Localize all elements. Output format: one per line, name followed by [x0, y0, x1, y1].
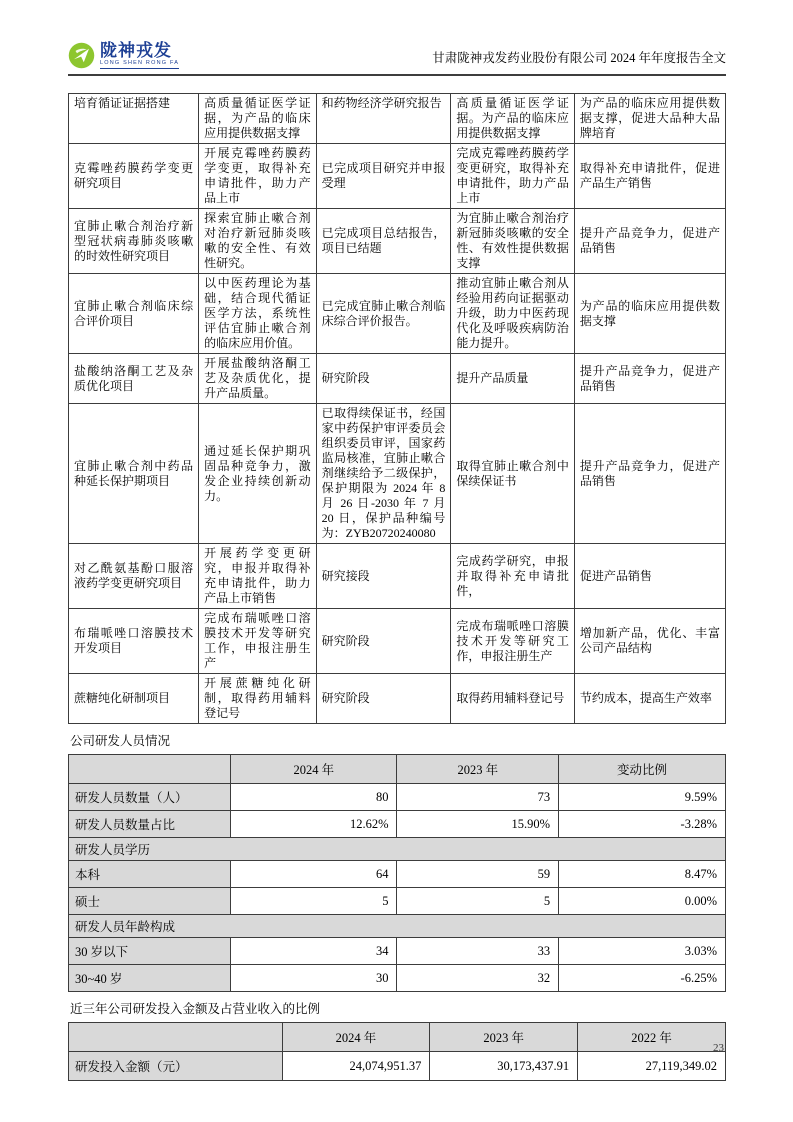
project-name-cell: 培育循证证据搭建: [69, 94, 199, 144]
table-header-row: [69, 755, 726, 784]
project-purpose-cell: 开展蔗糖纯化研制，取得药用辅料登记号: [199, 674, 317, 724]
value-cell: 3.03%: [559, 938, 726, 965]
value-cell: 59: [397, 861, 559, 888]
table-row: [69, 938, 726, 965]
row-label-cell: 30 岁以下: [69, 938, 231, 965]
report-title: 甘肃陇神戎发药业股份有限公司 2024 年年度报告全文: [432, 51, 726, 65]
year-header-cell: 2023 年: [430, 1023, 578, 1052]
project-name-cell: 宜肺止嗽合剂治疗新型冠状病毒肺炎咳嗽的时效性研究项目: [69, 209, 199, 274]
project-progress-cell: 研究阶段: [316, 609, 451, 674]
row-label-cell: 研发投入金额（元）: [69, 1052, 283, 1081]
section-header-cell: 研发人员学历: [69, 838, 726, 861]
table-row: [69, 144, 726, 209]
project-impact-cell: 为产品的临床应用提供数据支撑，促进大品种大品牌培育: [574, 94, 725, 144]
project-goal-cell: 完成药学研究，申报并取得补充申请批件，: [451, 544, 575, 609]
value-cell: 24,074,951.37: [282, 1052, 430, 1081]
project-impact-cell: 提升产品竞争力，促进产品销售: [574, 404, 725, 544]
company-logo: [68, 42, 179, 69]
value-cell: 32: [397, 965, 559, 992]
project-name-cell: 克霉唑药膜药学变更研究项目: [69, 144, 199, 209]
project-name-cell: 宜肺止嗽合剂中药品种延长保护期项目: [69, 404, 199, 544]
brand-block: [100, 42, 179, 69]
project-name-cell: 盐酸纳洛酮工艺及杂质优化项目: [69, 354, 199, 404]
project-goal-cell: 推动宜肺止嗽合剂从经验用药向证据驱动升级，助力中医药现代化及呼吸疾病防治能力提升。: [451, 274, 575, 354]
project-progress-cell: 已取得续保证书，经国家中药保护审评委员会组织委员审评，国家药监局核准，宜肺止嗽合剂继续给予二级保护，保护期限为 2024 年 8 月 26 日-2030 年 7 月 20 日，保护品种编号为：ZYB20720240080: [316, 404, 451, 544]
project-impact-cell: 取得补充申请批件，促进产品生产销售: [574, 144, 725, 209]
project-progress-cell: 研究接段: [316, 544, 451, 609]
project-goal-cell: 完成布瑞哌唑口溶膜技术开发等研究工作，申报注册生产: [451, 609, 575, 674]
personnel-table: [68, 754, 726, 992]
project-purpose-cell: 开展克霉唑药膜药学变更，取得补充申请批件，助力产品上市: [199, 144, 317, 209]
table-row: [69, 609, 726, 674]
project-goal-cell: 为宜肺止嗽合剂治疗新冠肺炎咳嗽的安全性、有效性提供数据支撑: [451, 209, 575, 274]
row-label-cell: 研发人员数量占比: [69, 811, 231, 838]
project-goal-cell: 完成克霉唑药膜药学变更研究，取得补充申请批件，助力产品上市: [451, 144, 575, 209]
logo-icon: [68, 42, 95, 69]
value-cell: 34: [231, 938, 397, 965]
table-row: [69, 965, 726, 992]
page-content: [68, 0, 726, 1081]
table-row: [69, 861, 726, 888]
project-name-cell: 布瑞哌唑口溶膜技术开发项目: [69, 609, 199, 674]
table-row: [69, 404, 726, 544]
project-purpose-cell: 探索宜肺止嗽合剂对治疗新冠肺炎咳嗽的安全性、有效性研究。: [199, 209, 317, 274]
year-header-cell: 2024 年: [231, 755, 397, 784]
project-impact-cell: 提升产品竞争力，促进产品销售: [574, 354, 725, 404]
value-cell: 33: [397, 938, 559, 965]
project-impact-cell: 增加新产品，优化、丰富公司产品结构: [574, 609, 725, 674]
table-section-row: [69, 915, 726, 938]
project-progress-cell: 已完成项目总结报告，项目已结题: [316, 209, 451, 274]
value-cell: 73: [397, 784, 559, 811]
rnd-projects-table: [68, 93, 726, 724]
project-purpose-cell: 开展盐酸纳洛酮工艺及杂质优化，提升产品质量。: [199, 354, 317, 404]
project-progress-cell: 已完成项目研究并申报受理: [316, 144, 451, 209]
table-row: [69, 674, 726, 724]
row-label-cell: 研发人员数量（人）: [69, 784, 231, 811]
project-name-cell: 对乙酰氨基酚口服溶液药学变更研究项目: [69, 544, 199, 609]
investment-section-heading: 近三年公司研发投入金额及占营业收入的比例: [70, 1002, 321, 1016]
year-header-cell: 2023 年: [397, 755, 559, 784]
project-purpose-cell: 高质量循证医学证据，为产品的临床应用提供数据支撑: [199, 94, 317, 144]
section-header-cell: 研发人员年龄构成: [69, 915, 726, 938]
table-row: [69, 1052, 726, 1081]
page-number: 23: [713, 1042, 724, 1054]
value-cell: 5: [397, 888, 559, 915]
project-progress-cell: 研究阶段: [316, 674, 451, 724]
empty-header-cell: [69, 755, 231, 784]
project-progress-cell: 和药物经济学研究报告: [316, 94, 451, 144]
value-cell: 9.59%: [559, 784, 726, 811]
header-rule: [68, 74, 726, 76]
value-cell: -6.25%: [559, 965, 726, 992]
table-row: [69, 274, 726, 354]
project-progress-cell: 研究阶段: [316, 354, 451, 404]
value-cell: 12.62%: [231, 811, 397, 838]
project-purpose-cell: 开展药学变更研究，申报并取得补充申请批件，助力产品上市销售: [199, 544, 317, 609]
value-cell: 30,173,437.91: [430, 1052, 578, 1081]
year-header-cell: 2022 年: [578, 1023, 726, 1052]
table-row: [69, 94, 726, 144]
table-row: [69, 354, 726, 404]
investment-table: [68, 1022, 726, 1081]
table-row: [69, 209, 726, 274]
project-purpose-cell: 以中医药理论为基础，结合现代循证医学方法，系统性评估宜肺止嗽合剂的临床应用价值。: [199, 274, 317, 354]
value-cell: 27,119,349.02: [578, 1052, 726, 1081]
project-goal-cell: 取得宜肺止嗽合剂中保续保证书: [451, 404, 575, 544]
project-impact-cell: 为产品的临床应用提供数据支撑: [574, 274, 725, 354]
project-goal-cell: 高质量循证医学证据。为产品的临床应用提供数据支撑: [451, 94, 575, 144]
row-label-cell: 硕士: [69, 888, 231, 915]
project-impact-cell: 节约成本，提高生产效率: [574, 674, 725, 724]
value-cell: 8.47%: [559, 861, 726, 888]
personnel-section-heading: 公司研发人员情况: [70, 734, 171, 748]
row-label-cell: 本科: [69, 861, 231, 888]
project-impact-cell: 促进产品销售: [574, 544, 725, 609]
value-cell: 30: [231, 965, 397, 992]
value-cell: 64: [231, 861, 397, 888]
change-header-cell: 变动比例: [559, 755, 726, 784]
table-section-row: [69, 838, 726, 861]
table-row: [69, 811, 726, 838]
project-goal-cell: 取得药用辅料登记号: [451, 674, 575, 724]
project-goal-cell: 提升产品质量: [451, 354, 575, 404]
value-cell: 5: [231, 888, 397, 915]
year-header-cell: 2024 年: [282, 1023, 430, 1052]
brand-name: 陇神戎发: [100, 41, 172, 61]
project-name-cell: 宜肺止嗽合剂临床综合评价项目: [69, 274, 199, 354]
project-impact-cell: 提升产品竞争力，促进产品销售: [574, 209, 725, 274]
value-cell: -3.28%: [559, 811, 726, 838]
table-row: [69, 888, 726, 915]
value-cell: 15.90%: [397, 811, 559, 838]
page-header: [68, 42, 726, 69]
row-label-cell: 30~40 岁: [69, 965, 231, 992]
empty-header-cell: [69, 1023, 283, 1052]
project-purpose-cell: 完成布瑞哌唑口溶膜技术开发等研究工作，申报注册生产: [199, 609, 317, 674]
brand-name-en: LONG SHEN RONG FA: [100, 61, 179, 69]
table-row: [69, 784, 726, 811]
table-header-row: [69, 1023, 726, 1052]
project-purpose-cell: 通过延长保护期巩固品种竞争力，激发企业持续创新动力。: [199, 404, 317, 544]
table-row: [69, 544, 726, 609]
project-name-cell: 蔗糖纯化研制项目: [69, 674, 199, 724]
value-cell: 0.00%: [559, 888, 726, 915]
value-cell: 80: [231, 784, 397, 811]
project-progress-cell: 已完成宜肺止嗽合剂临床综合评价报告。: [316, 274, 451, 354]
